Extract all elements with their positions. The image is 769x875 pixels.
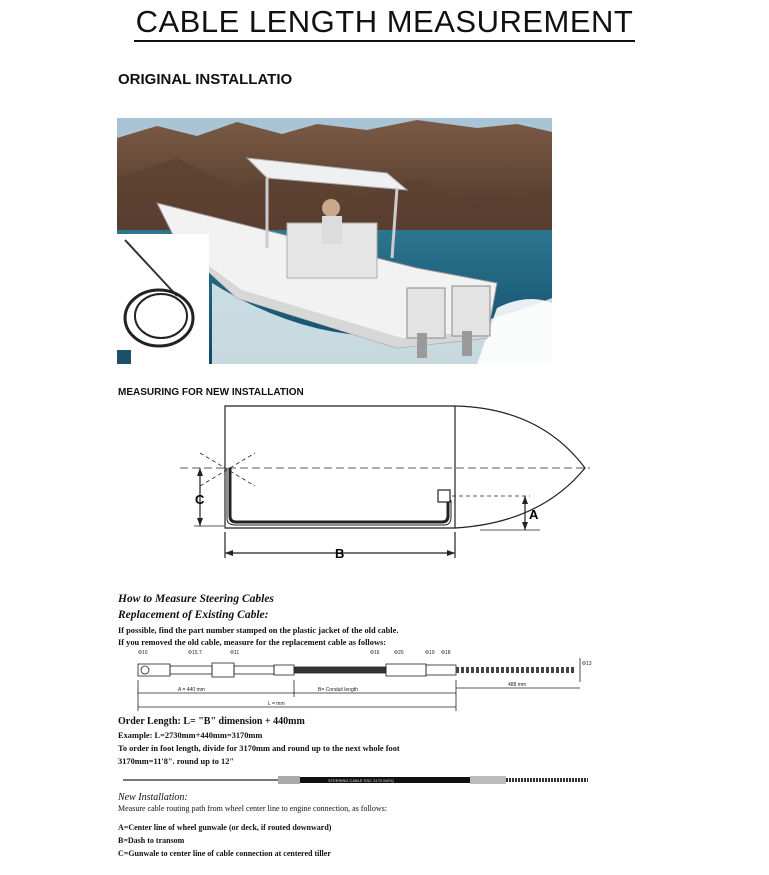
dim-l: L = mm xyxy=(268,701,285,707)
dim-d11: Φ11 xyxy=(230,650,240,656)
howto-line2: If you removed the old cable, measure for the replacement cable as follows: xyxy=(118,638,387,647)
note-b: B=Dash to transom xyxy=(118,836,185,845)
dim-d10: Φ10 xyxy=(138,650,148,656)
dim-d20: Φ20 xyxy=(394,650,404,656)
replacement-subheading: Replacement of Existing Cable: xyxy=(118,609,269,621)
new-installation-desc: Measure cable routing path from wheel center line to engine connection, as follows: xyxy=(118,804,388,813)
dim-a440: A = 440 mm xyxy=(178,687,205,693)
new-installation-heading: New Installation: xyxy=(118,792,188,803)
page-title: CABLE LENGTH MEASUREMENT xyxy=(0,4,769,40)
note-a: A=Center line of wheel gunwale (or deck, if routed downward) xyxy=(118,823,332,832)
howto-heading: How to Measure Steering Cables xyxy=(118,593,274,605)
dim-c-label: C xyxy=(195,492,205,507)
measuring-heading: MEASURING FOR NEW INSTALLATION xyxy=(118,387,304,398)
dim-488: 488 mm xyxy=(508,682,527,688)
dim-b-label: B xyxy=(335,546,345,561)
dim-d16: Φ16 xyxy=(370,650,380,656)
order-foot-line: To order in foot length, divide for 3170mm and round up to the next whole foot xyxy=(118,744,400,753)
note-c: C=Gunwale to center line of cable connection at centered tiller xyxy=(118,849,331,858)
cable-print-label: STEERING CABLE SSC 3170 IMOQ xyxy=(328,778,394,783)
steering-cable-image xyxy=(118,769,593,791)
original-installation-heading: ORIGINAL INSTALLATIO xyxy=(118,71,293,88)
dim-d18: Φ18 xyxy=(441,650,451,656)
howto-line1: If possible, find the part number stamped on the plastic jacket of the old cable. xyxy=(118,626,399,635)
dim-d19: Φ19 xyxy=(425,650,435,656)
boat-photo xyxy=(117,118,552,364)
dim-d13: Φ13 xyxy=(582,661,592,667)
dim-d157: Φ15.7 xyxy=(188,650,202,656)
dim-a-label: A xyxy=(529,507,539,522)
boat-measurement-diagram xyxy=(180,398,600,566)
cable-dimension-drawing xyxy=(118,645,592,715)
order-example-line: Example: L=2730mm+440mm=3170mm xyxy=(118,731,263,740)
order-round-line: 3170mm=11'8". round up to 12" xyxy=(118,757,235,766)
order-length-line: Order Length: L= "B" dimension + 440mm xyxy=(118,716,305,727)
dim-conduit: B= Conduit length xyxy=(318,687,358,693)
